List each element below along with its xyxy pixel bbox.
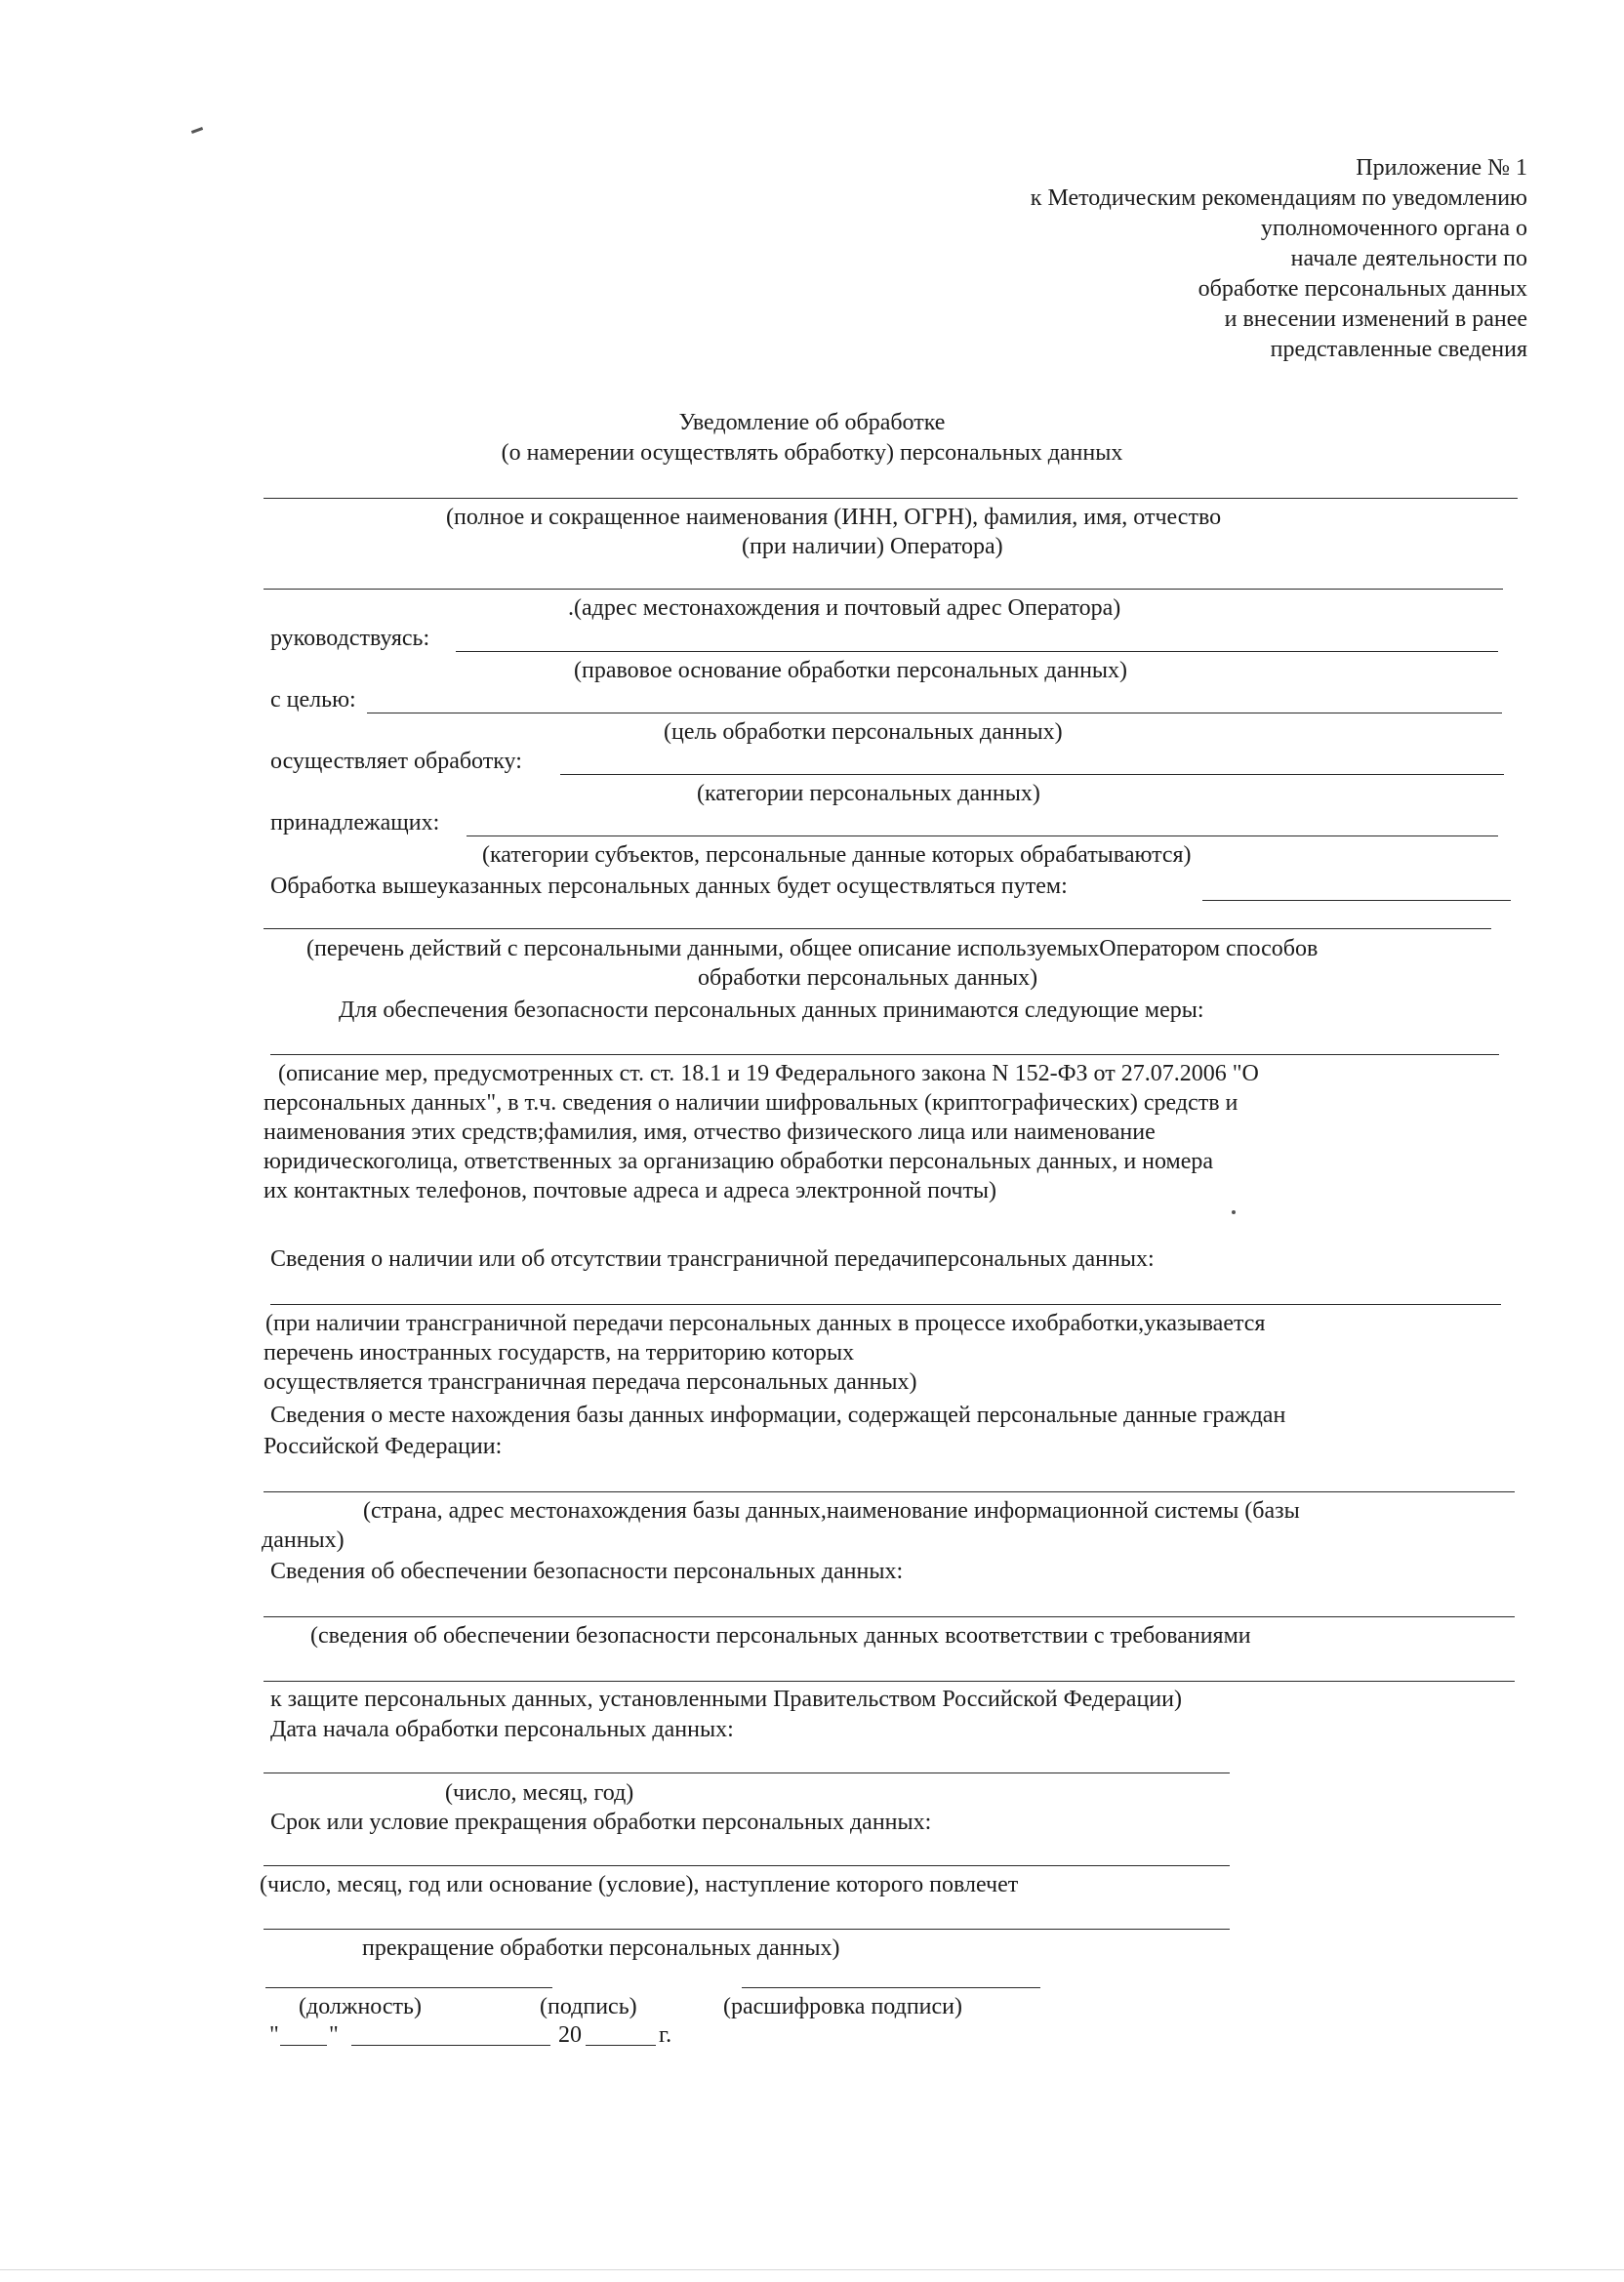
appendix-header-line: представленные сведения xyxy=(1270,337,1527,362)
operator-name-caption: (при наличии) Оператора) xyxy=(742,534,1003,559)
appendix-header-line: и внесении изменений в ранее xyxy=(1224,306,1527,332)
methods-label: Обработка вышеуказанных персональных данных будет осуществляться путем: xyxy=(270,874,1068,899)
purpose-caption: (цель обработки персональных данных) xyxy=(664,719,1063,745)
measures-caption: юридическоголица, ответственных за организацию обработки персональных данных, и номера xyxy=(264,1149,1214,1174)
measures-caption: их контактных телефонов, почтовые адреса и адреса электронной почты) xyxy=(264,1178,997,1203)
date-day-line xyxy=(280,2045,327,2046)
operator-address-caption: .(адрес местонахождения и почтовый адрес Оператора) xyxy=(568,595,1121,621)
appendix-header-line: Приложение № 1 xyxy=(1356,155,1527,181)
methods-line xyxy=(264,928,1491,929)
transborder-label: Сведения о наличии или об отсутствии трансграничной передачиперсональных данных: xyxy=(270,1246,1155,1272)
end-condition-line xyxy=(264,1865,1230,1866)
methods-line-tail xyxy=(1202,900,1511,901)
basis-caption: (правовое основание обработки персональных данных) xyxy=(574,658,1128,683)
operator-name-caption: (полное и сокращенное наименования (ИНН, ОГРН), фамилия, имя, отчество xyxy=(446,505,1222,530)
end-condition-caption: прекращение обработки персональных данных) xyxy=(362,1936,840,1961)
transborder-caption: (при наличии трансграничной передачи персональных данных в процессе ихобработки,указывается xyxy=(265,1311,1266,1336)
database-caption: данных) xyxy=(262,1528,345,1553)
processing-line xyxy=(560,774,1504,775)
appendix-header-line: обработке персональных данных xyxy=(1198,276,1527,302)
appendix-header-line: уполномоченного органа о xyxy=(1260,216,1527,241)
transborder-line xyxy=(270,1304,1501,1305)
purpose-label: с целью: xyxy=(270,687,356,713)
security-caption: (сведения об обеспечении безопасности персональных данных всоответствии с требованиями xyxy=(310,1623,1251,1649)
security-line-2 xyxy=(264,1681,1515,1682)
scan-speck xyxy=(1232,1210,1236,1214)
security-label: Сведения об обеспечении безопасности персональных данных: xyxy=(270,1559,904,1584)
methods-caption: (перечень действий с персональными данными, общее описание используемыхОператором способов xyxy=(306,936,1319,961)
document-title: Уведомление об обработке xyxy=(678,410,946,435)
date-year-line xyxy=(586,2045,656,2046)
date-quote-close: " xyxy=(329,2022,339,2048)
scan-speck xyxy=(191,127,203,134)
database-label: Российской Федерации: xyxy=(264,1434,503,1459)
end-condition-caption: (число, месяц, год или основание (условие), наступление которого повлечет xyxy=(260,1872,1019,1897)
date-quote-open: " xyxy=(269,2022,279,2048)
processing-label: осуществляет обработку: xyxy=(270,749,522,774)
start-date-caption: (число, месяц, год) xyxy=(445,1780,634,1806)
date-year-prefix: 20 xyxy=(558,2022,582,2048)
security-caption: к защите персональных данных, установленными Правительством Российской Федерации) xyxy=(270,1687,1182,1712)
document-subtitle: (о намерении осуществлять обработку) персональных данных xyxy=(501,440,1123,466)
transborder-caption: перечень иностранных государств, на территорию которых xyxy=(264,1340,855,1365)
signature-position-caption: (должность) xyxy=(299,1994,422,2019)
database-label: Сведения о месте нахождения базы данных информации, содержащей персональные данные граждан xyxy=(270,1403,1286,1428)
end-condition-label: Срок или условие прекращения обработки персональных данных: xyxy=(270,1810,932,1835)
date-month-line xyxy=(351,2045,550,2046)
measures-caption: (описание мер, предусмотренных ст. ст. 18.1 и 19 Федерального закона N 152-ФЗ от 27.07.2006 "О xyxy=(278,1061,1259,1086)
basis-label: руководствуясь: xyxy=(270,626,430,651)
date-year-suffix: г. xyxy=(659,2022,672,2048)
appendix-header-line: начале деятельности по xyxy=(1290,246,1527,271)
measures-caption: персональных данных", в т.ч. сведения о наличии шифровальных (криптографических) средств и xyxy=(264,1090,1238,1116)
signature-position-line xyxy=(265,1987,552,1988)
database-caption: (страна, адрес местонахождения базы данных,наименование информационной системы (базы xyxy=(363,1498,1300,1524)
database-line xyxy=(264,1491,1515,1492)
security-line xyxy=(264,1616,1515,1617)
signature-decode-line xyxy=(742,1987,1040,1988)
measures-label: Для обеспечения безопасности персональных данных принимаются следующие меры: xyxy=(339,998,1204,1023)
appendix-header-line: к Методическим рекомендациям по уведомлению xyxy=(1030,185,1527,211)
operator-name-line xyxy=(264,498,1518,499)
transborder-caption: осуществляется трансграничная передача персональных данных) xyxy=(264,1369,917,1395)
measures-line xyxy=(270,1054,1499,1055)
methods-caption: обработки персональных данных) xyxy=(698,965,1038,991)
operator-address-line xyxy=(264,589,1503,590)
basis-line xyxy=(456,651,1498,652)
subjects-caption: (категории субъектов, персональные данные которых обрабатываются) xyxy=(482,842,1192,868)
scan-edge xyxy=(0,2269,1624,2270)
subjects-label: принадлежащих: xyxy=(270,810,440,835)
start-date-label: Дата начала обработки персональных данных: xyxy=(270,1717,734,1742)
measures-caption: наименования этих средств;фамилия, имя, отчество физического лица или наименование xyxy=(264,1120,1156,1145)
processing-caption: (категории персональных данных) xyxy=(697,781,1040,806)
subjects-line xyxy=(467,835,1498,836)
signature-sign-caption: (подпись) xyxy=(540,1994,637,2019)
signature-decode-caption: (расшифровка подписи) xyxy=(723,1994,962,2019)
end-condition-line-2 xyxy=(264,1929,1230,1930)
